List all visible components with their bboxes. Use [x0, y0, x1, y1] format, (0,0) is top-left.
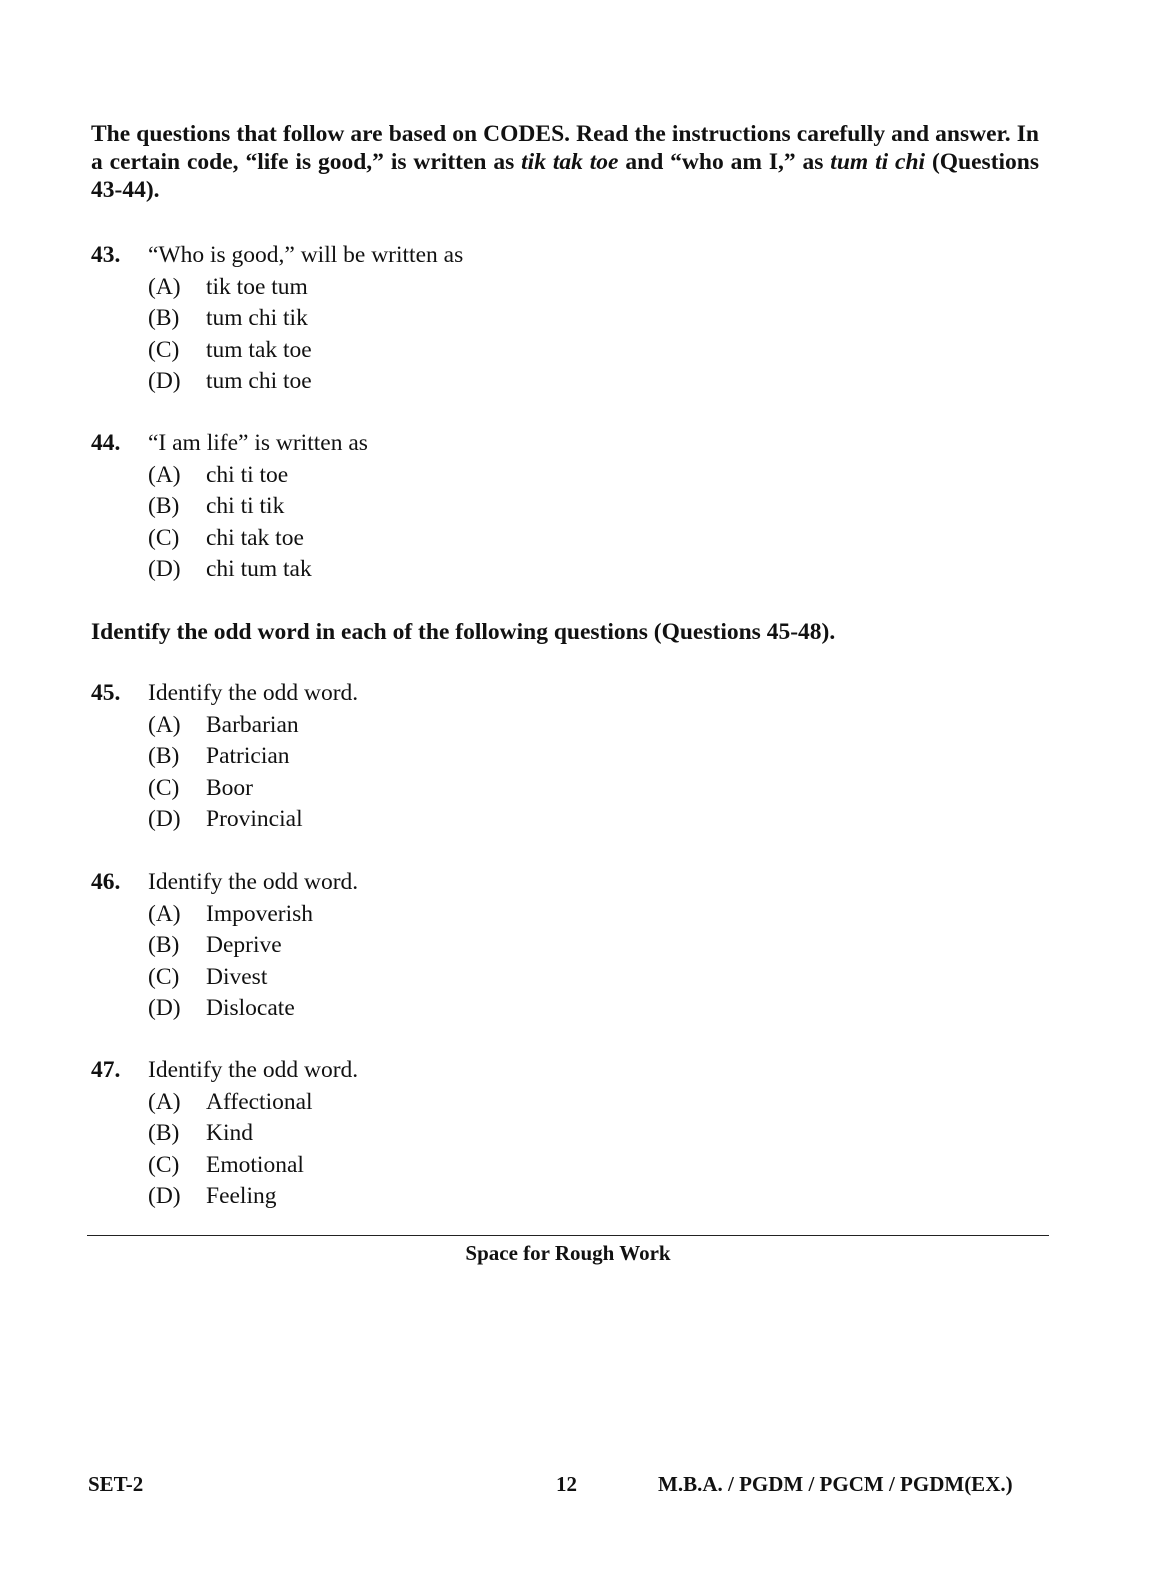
option-c[interactable] [91, 773, 1039, 805]
question-number: 45. [91, 680, 121, 706]
option-letter: (D) [148, 556, 181, 582]
option-letter: (B) [148, 932, 180, 958]
footer-set-code: SET-2 [88, 1472, 144, 1496]
option-letter: (A) [148, 273, 181, 300]
question-44 [91, 428, 1039, 586]
option-d[interactable] [91, 554, 1039, 586]
option-text: chi tak toe [206, 524, 304, 551]
option-d[interactable] [91, 993, 1039, 1025]
question-46 [91, 867, 1039, 1025]
option-text: Provincial [206, 806, 303, 832]
option-text: Patrician [206, 743, 290, 769]
option-a[interactable] [91, 460, 1039, 492]
option-letter: (B) [148, 743, 180, 769]
option-d[interactable] [91, 1181, 1039, 1213]
option-c[interactable] [91, 335, 1039, 367]
option-a[interactable] [91, 1087, 1039, 1119]
option-text: tum chi tik [206, 305, 308, 331]
option-text: Deprive [206, 932, 282, 958]
option-letter: (D) [148, 995, 181, 1021]
option-text: tum tak toe [206, 336, 312, 363]
question-text: Identify the odd word. [148, 680, 359, 706]
option-c[interactable] [91, 1150, 1039, 1182]
option-d[interactable] [91, 366, 1039, 398]
option-letter: (A) [148, 711, 181, 738]
option-b[interactable] [91, 930, 1039, 962]
option-c[interactable] [91, 962, 1039, 994]
option-text: Divest [206, 963, 268, 990]
option-text: Emotional [206, 1151, 304, 1178]
option-text: Affectional [206, 1088, 313, 1115]
instructions-text-1: The questions that follow are based on CODES. Read the instructions carefully and answer. In a certain code, “life is good,” is written as [91, 121, 1039, 175]
option-text: chi ti tik [206, 493, 285, 519]
option-b[interactable] [91, 741, 1039, 773]
option-text: tum chi toe [206, 368, 312, 394]
section-heading-odd-word: Identify the odd word in each of the following questions (Questions 45-48). [91, 619, 836, 645]
option-letter: (D) [148, 1183, 181, 1209]
option-letter: (A) [148, 461, 181, 488]
question-number: 46. [91, 869, 121, 895]
option-letter: (D) [148, 368, 181, 394]
option-text: Kind [206, 1120, 253, 1146]
option-c[interactable] [91, 523, 1039, 555]
option-text: tik toe tum [206, 273, 308, 300]
option-letter: (B) [148, 1120, 180, 1146]
option-b[interactable] [91, 491, 1039, 523]
option-letter: (C) [148, 336, 180, 363]
question-text: “Who is good,” will be written as [148, 242, 464, 268]
option-letter: (B) [148, 305, 180, 331]
option-a[interactable] [91, 899, 1039, 931]
option-letter: (A) [148, 900, 181, 927]
option-letter: (D) [148, 806, 181, 832]
option-a[interactable] [91, 272, 1039, 304]
instructions-codes [91, 120, 1039, 204]
option-text: chi tum tak [206, 556, 312, 582]
rough-work-label: Space for Rough Work [465, 1241, 671, 1265]
question-47 [91, 1055, 1039, 1213]
option-a[interactable] [91, 710, 1039, 742]
option-text: chi ti toe [206, 461, 289, 488]
question-number: 43. [91, 242, 121, 268]
option-letter: (A) [148, 1088, 181, 1115]
instructions-text-2: and “who am I,” as [618, 149, 831, 175]
option-letter: (C) [148, 774, 180, 801]
instructions-text-3: (Questions 43-44). [91, 149, 1040, 203]
option-text: Dislocate [206, 995, 295, 1021]
option-letter: (C) [148, 1151, 180, 1178]
code-example-2: tum ti chi [830, 149, 926, 175]
question-number: 47. [91, 1057, 121, 1083]
footer-course-name: M.B.A. / PGDM / PGCM / PGDM(EX.) [658, 1472, 1013, 1496]
footer-page-number: 12 [556, 1472, 577, 1496]
question-text: Identify the odd word. [148, 1057, 359, 1083]
option-text: Impoverish [206, 900, 314, 927]
option-d[interactable] [91, 804, 1039, 836]
question-text: Identify the odd word. [148, 869, 359, 895]
option-text: Feeling [206, 1183, 277, 1209]
code-example-1: tik tak toe [521, 149, 619, 175]
question-45 [91, 678, 1039, 836]
option-letter: (B) [148, 493, 180, 519]
option-b[interactable] [91, 303, 1039, 335]
question-43 [91, 240, 1039, 398]
question-text: “I am life” is written as [148, 430, 368, 456]
option-text: Boor [206, 774, 253, 801]
option-b[interactable] [91, 1118, 1039, 1150]
option-text: Barbarian [206, 711, 299, 738]
question-number: 44. [91, 430, 121, 456]
rough-work-divider [87, 1235, 1049, 1236]
option-letter: (C) [148, 524, 180, 551]
option-letter: (C) [148, 963, 180, 990]
